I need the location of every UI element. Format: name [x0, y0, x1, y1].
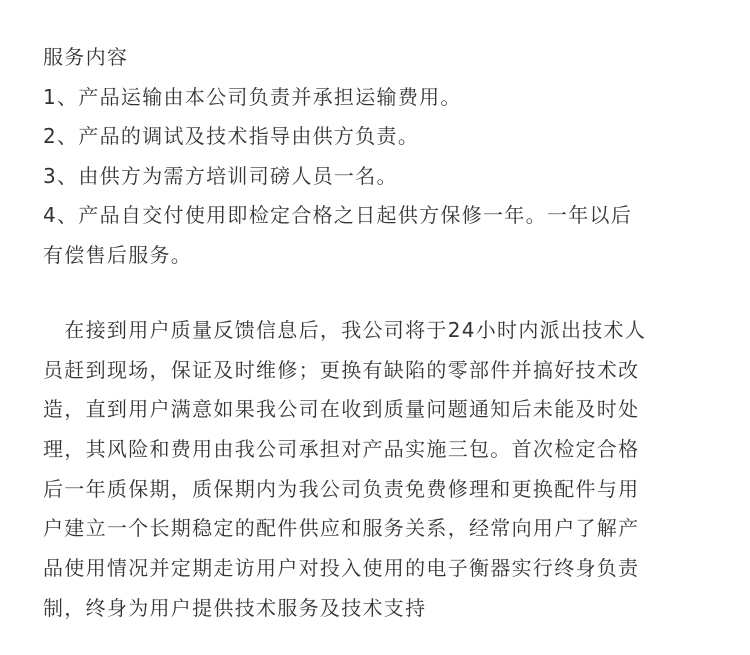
service-item-4-continued: 有偿售后服务。: [43, 242, 193, 267]
section-title: 服务内容: [43, 45, 129, 69]
paragraph-line: 理，其风险和费用由我公司承担对产品实施三包。首次检定合格: [43, 437, 640, 462]
after-sales-paragraph: [43, 311, 715, 629]
service-item-1: 1、产品运输由本公司负责并承担运输费用。: [43, 84, 462, 109]
paragraph-line: 户建立一个长期稳定的配件供应和服务关系，经常向用户了解产: [43, 516, 640, 541]
paragraph-line: 造，直到用户满意如果我公司在收到质量问题通知后未能及时处: [43, 397, 640, 422]
service-item-3: 3、由供方为需方培训司磅人员一名。: [43, 163, 398, 188]
service-content-section: [43, 38, 715, 275]
paragraph-line: 员赶到现场，保证及时维修；更换有缺陷的零部件并搞好技术改: [43, 357, 640, 382]
paragraph-line: 后一年质保期，质保期内为我公司负责免费修理和更换配件与用: [43, 476, 640, 501]
service-item-2: 2、产品的调试及技术指导由供方负责。: [43, 124, 420, 148]
paragraph-line: 制，终身为用户提供技术服务及技术支持: [43, 595, 427, 620]
service-item-4: 4、产品自交付使用即检定合格之日起供方保修一年。一年以后: [43, 203, 633, 227]
paragraph-line: 在接到用户质量反馈信息后，我公司将于24小时内派出技术人: [43, 318, 647, 342]
paragraph-line: 品使用情况并定期走访用户对投入使用的电子衡器实行终身负责: [43, 556, 640, 581]
